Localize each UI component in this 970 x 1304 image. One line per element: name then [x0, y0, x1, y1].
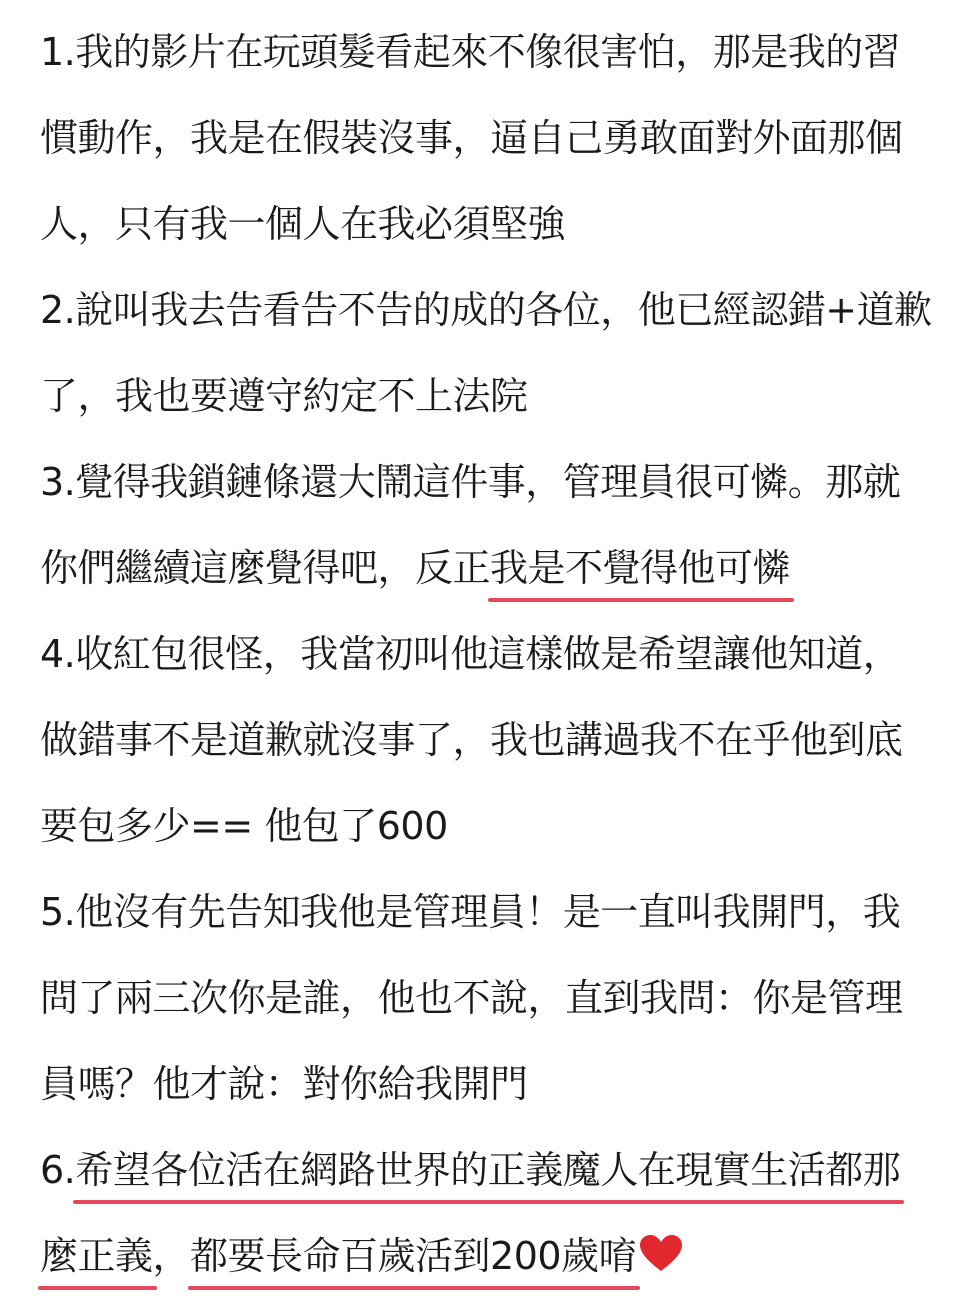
text-segment: 你們繼續這麼覺得吧，反正	[40, 546, 491, 590]
text-line	[40, 100, 965, 186]
text-segment: ，	[152, 1234, 191, 1278]
text-line	[40, 960, 965, 1046]
post-text	[40, 14, 965, 1304]
text-line	[40, 14, 965, 100]
underlined-text: 都要長命百歲活到200歲唷	[190, 1234, 637, 1278]
underlined-text: 希望各位活在網路世界的正義魔人在現實生活都那	[75, 1148, 901, 1192]
text-segment: 2.說叫我去告看告不告的成的各位，他已經認錯+道歉	[40, 288, 932, 332]
text-segment: 問了兩三次你是誰，他也不說，直到我問：你是管理	[40, 976, 903, 1020]
text-segment: 員嗎？他才說：對你給我開門	[40, 1062, 528, 1106]
text-line	[40, 702, 965, 788]
text-segment: 做錯事不是道歉就沒事了，我也講過我不在乎他到底	[40, 718, 903, 762]
text-line	[40, 1132, 965, 1218]
text-segment: 1.我的影片在玩頭髮看起來不像很害怕，那是我的習	[40, 30, 901, 74]
text-segment: 了，我也要遵守約定不上法院	[40, 374, 528, 418]
text-line	[40, 1218, 965, 1304]
text-line	[40, 358, 965, 444]
text-segment: 要包多少== 他包了600	[40, 804, 448, 848]
text-segment: 6.	[40, 1148, 76, 1192]
text-line	[40, 444, 965, 530]
text-segment: 5.他沒有先告知我他是管理員！是一直叫我開門，我	[40, 890, 901, 934]
text-line	[40, 874, 965, 960]
text-line	[40, 272, 965, 358]
text-segment: 4.收紅包很怪，我當初叫他這樣做是希望讓他知道，	[40, 632, 901, 676]
text-segment: 3.覺得我鎖鏈條還大鬧這件事，管理員很可憐。那就	[40, 460, 901, 504]
text-line	[40, 1046, 965, 1132]
text-line	[40, 530, 965, 616]
text-line	[40, 616, 965, 702]
text-line	[40, 186, 965, 272]
underlined-text: 我是不覺得他可憐	[490, 546, 791, 590]
underlined-text: 麼正義	[40, 1234, 153, 1278]
heart-icon	[638, 1233, 684, 1273]
text-segment: 慣動作，我是在假裝沒事，逼自己勇敢面對外面那個	[40, 116, 903, 160]
text-line	[40, 788, 965, 874]
text-segment: 人，只有我一個人在我必須堅強	[40, 202, 566, 246]
